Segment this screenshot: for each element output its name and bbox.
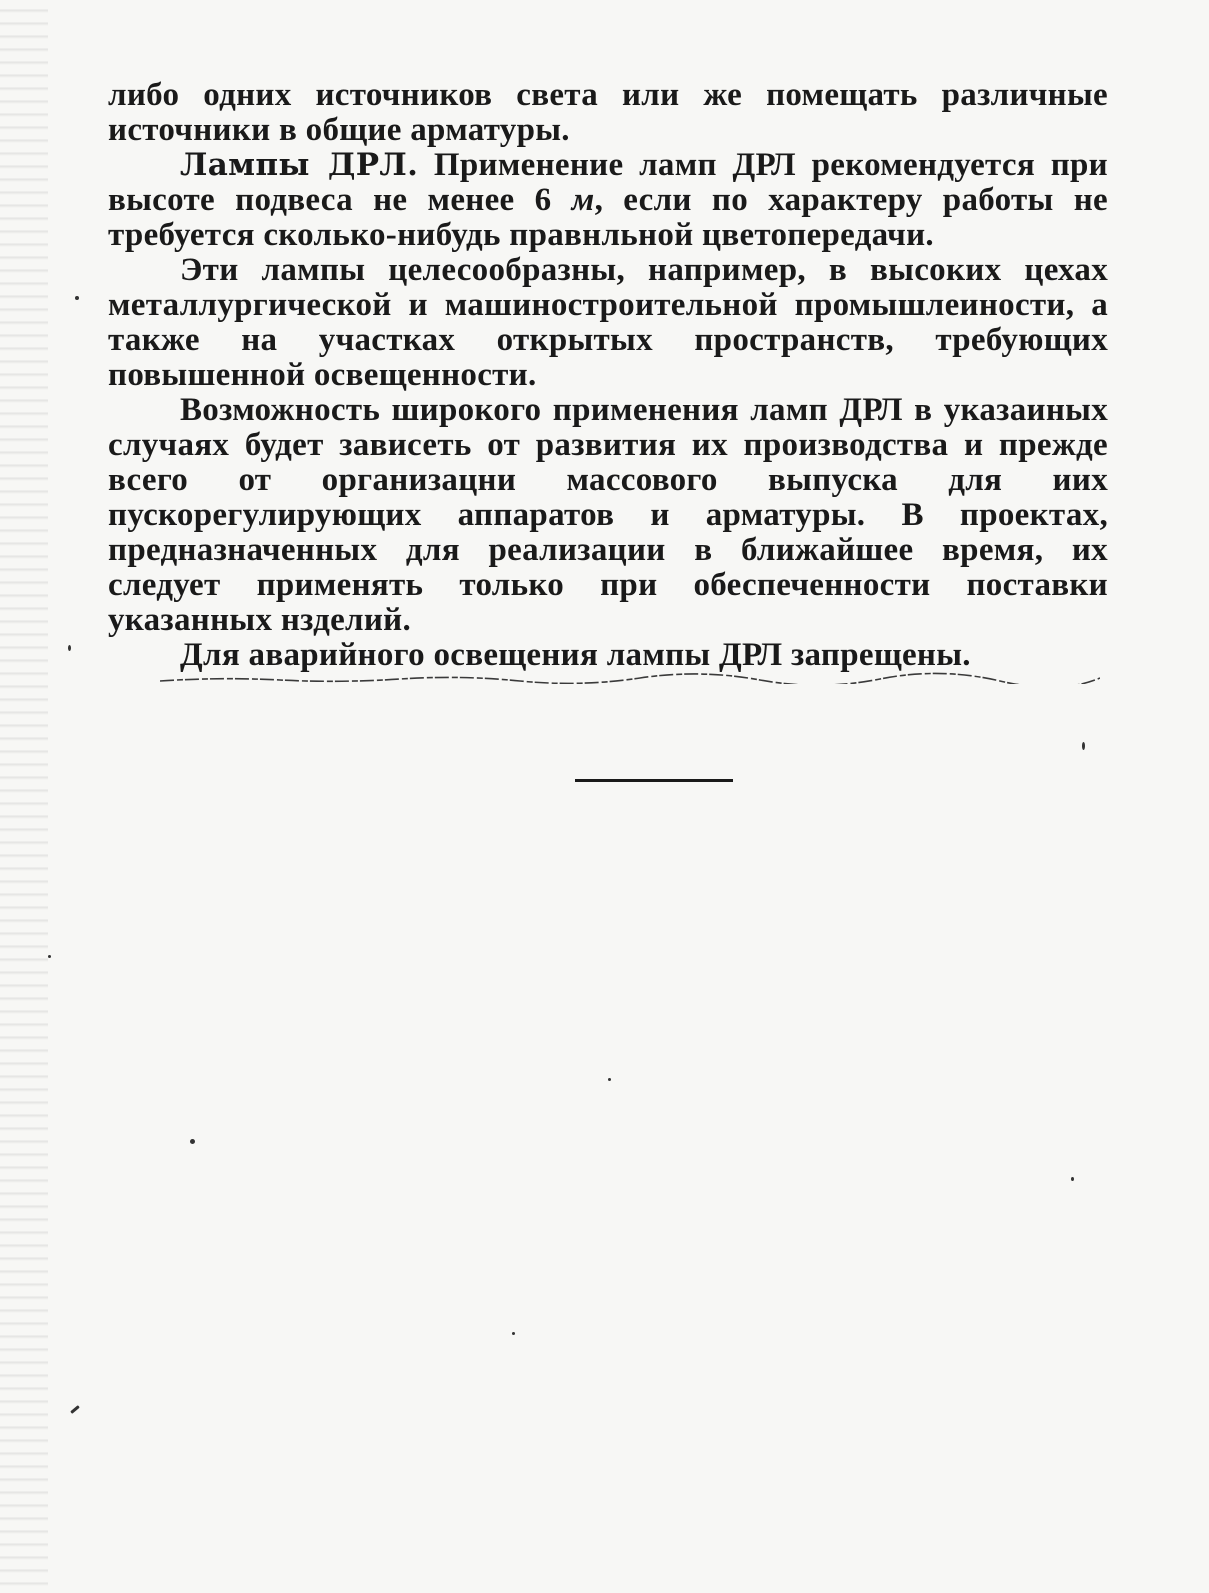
paragraph-lead-heading: Лампы ДРЛ. [180, 147, 419, 183]
page-left-edge-shadow [0, 0, 48, 1593]
print-speck [512, 1332, 515, 1335]
paragraph-emergency-lighting: Для аварийного освещения лампы ДРЛ запрещены. [180, 637, 971, 673]
section-divider-rule [575, 779, 733, 782]
print-speck [1082, 742, 1085, 750]
paragraph-text-part: Применение ламп ДРЛ рекомендуется при высоте подвеса не менее 6 [108, 147, 1108, 218]
print-speck [608, 1078, 611, 1081]
print-speck [75, 296, 79, 300]
print-speck [48, 955, 51, 958]
paragraph-applications: Эти лампы целесообразны, например, в высоких цехах металлургической и машиностроительной промышлеиности, а также на участках открытых пространств, требующих повышенной освещенности. [108, 252, 1108, 393]
unit-label: м [571, 182, 595, 218]
body-text [108, 78, 1108, 673]
section-end-wavy-line [160, 672, 1100, 684]
print-speck [190, 1139, 195, 1144]
paragraph-production: Возможность широкого применения ламп ДРЛ в указаиных случаях будет зависеть от развития их производства и прежде всего от организацни массового выпуска для иих пускорегулирующих аппаратов и арматуры. В проектах, предназначенных для реализации в ближайшее время, их следует применять только при обеспеченности поставки указанных нзделий. [108, 392, 1108, 638]
paragraph-text-part: , если по характеру работы не требуется сколько-нибудь правнльной цветопередачи. [108, 182, 1108, 253]
paragraph-continuation: либо одних источников света или же помещать различные источники в общие арматуры. [108, 77, 1108, 148]
print-speck [70, 1405, 80, 1414]
print-speck [68, 645, 71, 651]
paragraph-drl-lamps [108, 148, 1108, 253]
print-speck [1071, 1177, 1074, 1181]
